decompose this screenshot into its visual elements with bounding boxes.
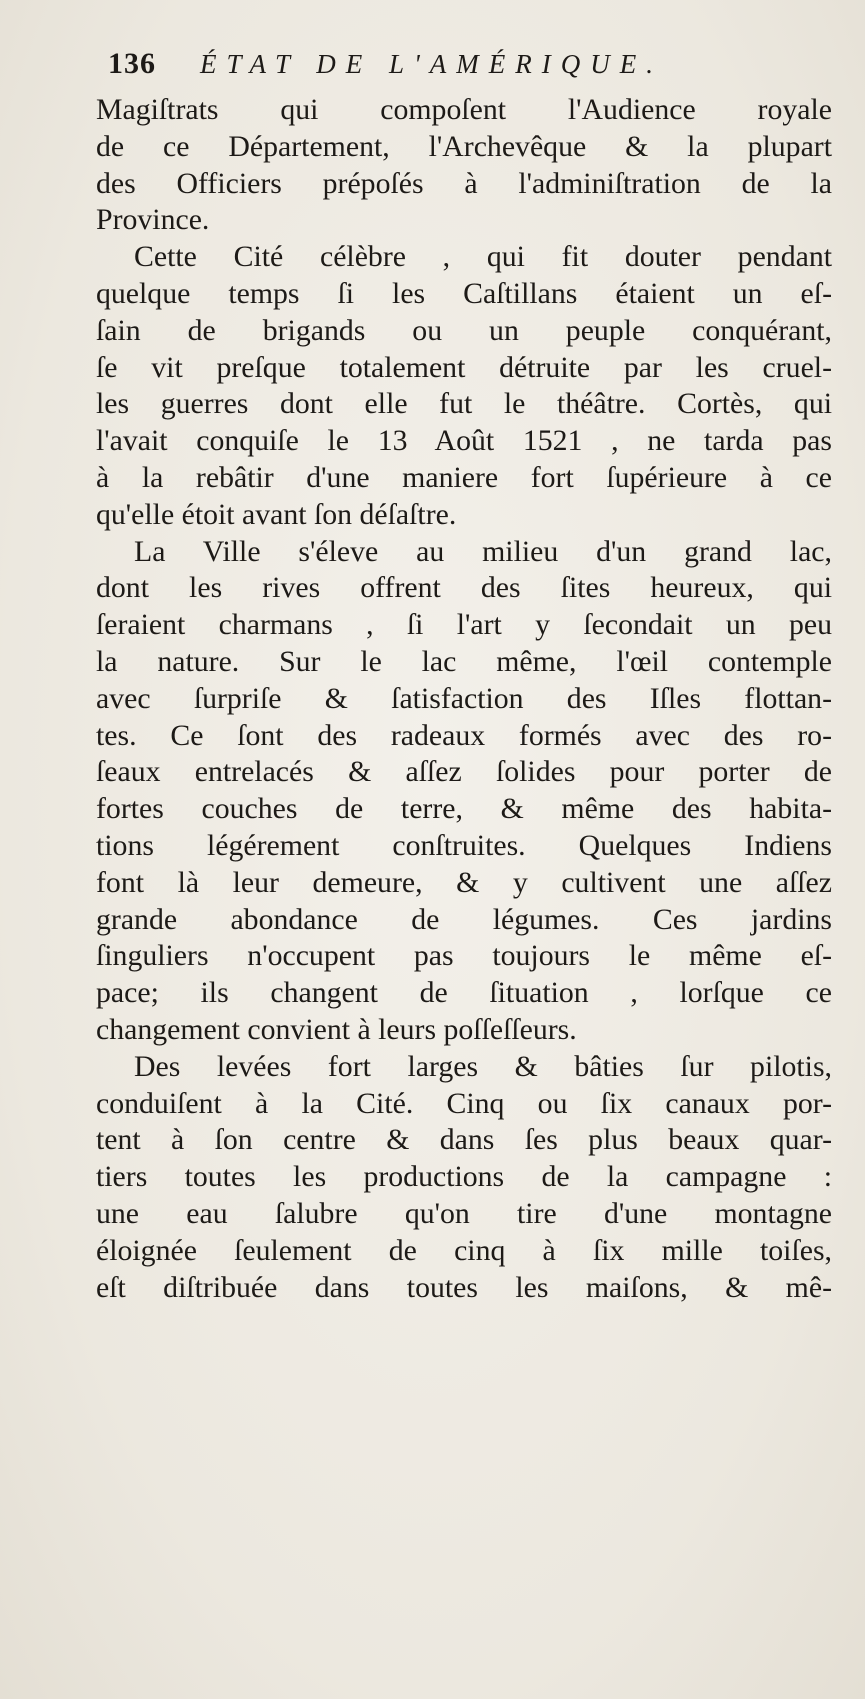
text-line: ſinguliers n'occupent pas toujours le même eſ- xyxy=(96,939,832,973)
paragraph-start-line: Des levées fort larges & bâties ſur pilotis, xyxy=(134,1049,832,1083)
text-line: quelque temps ſi les Caſtillans étaient un eſ- xyxy=(96,276,832,310)
text-line: conduiſent à la Cité. Cinq ou ſix canaux por- xyxy=(96,1086,832,1120)
text-line: à la rebâtir d'une maniere fort ſupérieure à ce xyxy=(96,460,832,494)
text-line: l'avait conquiſe le 13 Août 1521 , ne tarda pas xyxy=(96,424,832,458)
paragraph-start-line: La Ville s'éleve au milieu d'un grand lac, xyxy=(134,534,832,568)
text-line: pace; ils changent de ſituation , lorſque ce xyxy=(96,976,832,1010)
text-line: tent à ſon centre & dans ſes plus beaux quar- xyxy=(96,1123,832,1157)
page-number: 136 xyxy=(108,47,156,80)
text-line: tiers toutes les productions de la campagne : xyxy=(96,1160,832,1194)
text-line: de ce Département, l'Archevêque & la plupart xyxy=(96,129,832,163)
text-line: qu'elle étoit avant ſon déſaſtre. xyxy=(96,497,457,531)
text-line: Magiſtrats qui compoſent l'Audience royale xyxy=(96,93,832,126)
page-header xyxy=(108,44,768,84)
text-line: avec ſurpriſe & ſatisfaction des Iſles flottan- xyxy=(96,681,832,715)
body-text xyxy=(96,92,832,1306)
text-line: changement convient à leurs poſſeſſeurs. xyxy=(96,1012,577,1046)
text-line: ſeraient charmans , ſi l'art y ſecondait un peu xyxy=(96,608,832,642)
text-line: grande abondance de légumes. Ces jardins xyxy=(96,902,832,936)
text-line: ſain de brigands ou un peuple conquérant, xyxy=(96,313,832,347)
text-line: tions légérement conſtruites. Quelques Indiens xyxy=(96,828,832,862)
text-line: eſt diſtribuée dans toutes les maiſons, & mê- xyxy=(96,1270,832,1304)
text-line: tes. Ce ſont des radeaux formés avec des ro- xyxy=(96,718,832,752)
running-head: ÉTAT DE L'AMÉRIQUE. xyxy=(200,49,664,79)
text-line: fortes couches de terre, & même des habita- xyxy=(96,792,832,826)
text-line: dont les rives offrent des ſites heureux, qui xyxy=(96,571,832,605)
text-line: ſe vit preſque totalement détruite par les cruel- xyxy=(96,350,832,384)
text-line: font là leur demeure, & y cultivent une aſſez xyxy=(96,865,832,899)
text-line: les guerres dont elle fut le théâtre. Cortès, qui xyxy=(96,387,832,421)
text-line: ſeaux entrelacés & aſſez ſolides pour porter de xyxy=(96,755,832,789)
text-line: des Officiers prépoſés à l'adminiſtration de la xyxy=(96,166,832,200)
paragraph-start-line: Cette Cité célèbre , qui fit douter pendant xyxy=(134,240,832,274)
text-line: une eau ſalubre qu'on tire d'une montagne xyxy=(96,1196,832,1230)
text-line: éloignée ſeulement de cinq à ſix mille toiſes, xyxy=(96,1233,832,1267)
text-line: la nature. Sur le lac même, l'œil contemple xyxy=(96,644,832,678)
text-line: Province. xyxy=(96,203,210,237)
